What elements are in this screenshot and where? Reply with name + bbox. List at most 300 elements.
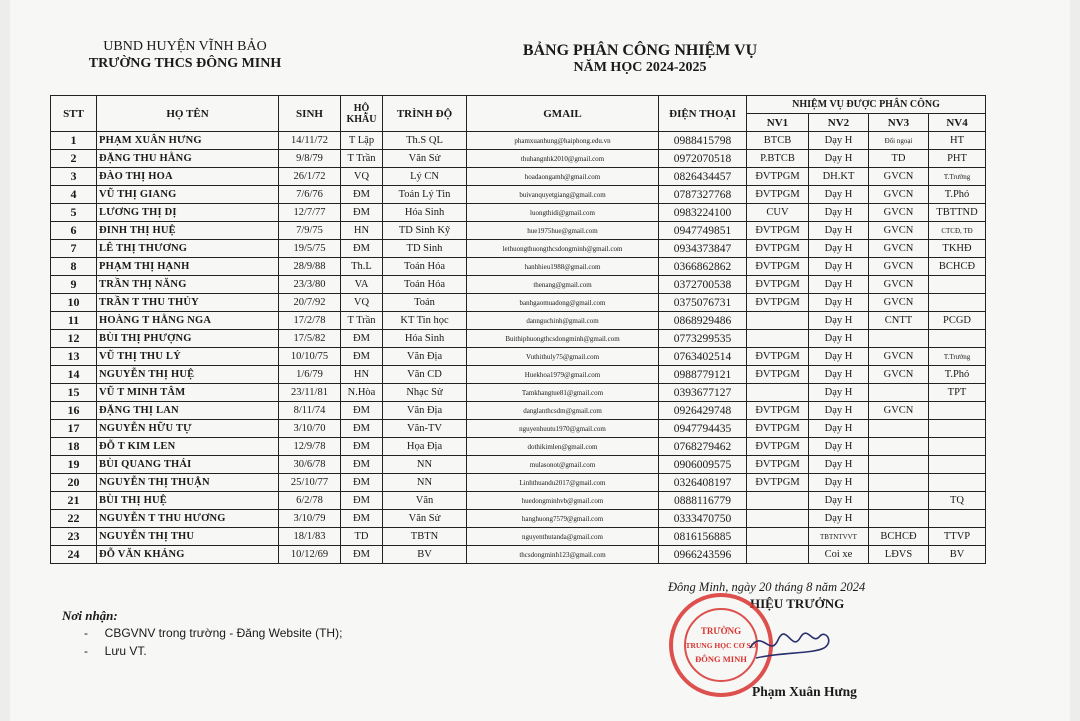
row-phone: 0988415798 [659, 132, 747, 150]
header-nv3: NV3 [869, 114, 929, 132]
row-degree: KT Tin học [383, 312, 467, 330]
row-nv1: ĐVTPGM [747, 438, 809, 456]
row-nv3: GVCN [869, 168, 929, 186]
row-email: banhgaomuadong@gmail.com [467, 294, 659, 312]
row-nv2: Dạy H [809, 330, 869, 348]
row-nv4 [929, 456, 986, 474]
table-row [51, 222, 986, 240]
row-email: Tamkhangtue81@gmail.com [467, 384, 659, 402]
signature [742, 618, 842, 668]
row-degree: NN [383, 474, 467, 492]
row-phone: 0934373847 [659, 240, 747, 258]
row-phone: 0787327768 [659, 186, 747, 204]
row-residence: ĐM [341, 330, 383, 348]
row-born: 28/9/88 [279, 258, 341, 276]
assignment-table-body [51, 132, 986, 564]
row-phone: 0393677127 [659, 384, 747, 402]
row-phone: 0768279462 [659, 438, 747, 456]
row-phone: 0366862862 [659, 258, 747, 276]
row-name: PHẠM THỊ HẠNH [97, 258, 279, 276]
row-born: 8/11/74 [279, 402, 341, 420]
signer-title: HIỆU TRƯỞNG [750, 596, 845, 611]
row-nv3: TD [869, 150, 929, 168]
row-nv4: T.Phó [929, 186, 986, 204]
header-nv4: NV4 [929, 114, 986, 132]
row-nv1: ĐVTPGM [747, 294, 809, 312]
row-phone: 0888116779 [659, 492, 747, 510]
row-phone: 0375076731 [659, 294, 747, 312]
table-row [51, 438, 986, 456]
row-name: TRẦN THỊ NĂNG [97, 276, 279, 294]
row-nv2: Dạy H [809, 420, 869, 438]
row-nv2: Dạy H [809, 402, 869, 420]
row-born: 9/8/79 [279, 150, 341, 168]
row-born: 30/6/78 [279, 456, 341, 474]
row-born: 3/10/79 [279, 510, 341, 528]
table-row [51, 240, 986, 258]
header-phone: ĐIỆN THOẠI [659, 96, 747, 132]
table-row [51, 528, 986, 546]
row-nv4: TQ [929, 492, 986, 510]
row-residence: VA [341, 276, 383, 294]
row-nv1 [747, 384, 809, 402]
assignment-table [50, 95, 986, 564]
row-nv1: ĐVTPGM [747, 168, 809, 186]
header-degree: TRÌNH ĐỘ [383, 96, 467, 132]
row-residence: ĐM [341, 438, 383, 456]
row-stt: 7 [51, 240, 97, 258]
row-nv1: BTCB [747, 132, 809, 150]
row-born: 10/10/75 [279, 348, 341, 366]
row-nv3 [869, 492, 929, 510]
row-degree: TD Sinh Kỹ [383, 222, 467, 240]
row-degree: Lý CN [383, 168, 467, 186]
row-nv4: CTCĐ, TĐ [929, 222, 986, 240]
row-nv2: Dạy H [809, 384, 869, 402]
row-email: thcsdongminh123@gmail.com [467, 546, 659, 564]
row-email: Buithiphuongthcsdongminh@gmail.com [467, 330, 659, 348]
table-row [51, 510, 986, 528]
row-degree: TBTN [383, 528, 467, 546]
row-nv4: TPT [929, 384, 986, 402]
row-phone: 0826434457 [659, 168, 747, 186]
row-email: hanhhieu1988@gmail.com [467, 258, 659, 276]
row-born: 6/2/78 [279, 492, 341, 510]
row-nv2: Dạy H [809, 276, 869, 294]
header-name: HỌ TÊN [97, 96, 279, 132]
row-phone: 0988779121 [659, 366, 747, 384]
table-row [51, 330, 986, 348]
row-nv3: LĐVS [869, 546, 929, 564]
row-email: danglanthcsdm@gmail.com [467, 402, 659, 420]
row-nv4 [929, 276, 986, 294]
row-phone: 0947794435 [659, 420, 747, 438]
row-nv4 [929, 402, 986, 420]
row-nv2: Dạy H [809, 348, 869, 366]
row-residence: T Trần [341, 150, 383, 168]
row-residence: TD [341, 528, 383, 546]
row-name: HOÀNG T HẰNG NGA [97, 312, 279, 330]
row-name: LƯƠNG THỊ DỊ [97, 204, 279, 222]
row-stt: 17 [51, 420, 97, 438]
row-email: hoadaongamh@gmail.com [467, 168, 659, 186]
table-row [51, 294, 986, 312]
header-duty-group: NHIỆM VỤ ĐƯỢC PHÂN CÔNG [747, 96, 986, 114]
row-name: BÙI THỊ PHƯỢNG [97, 330, 279, 348]
row-name: NGUYỄN T THU HƯƠNG [97, 510, 279, 528]
row-nv2: Dạy H [809, 438, 869, 456]
table-row [51, 150, 986, 168]
document-title: BẢNG PHÂN CÔNG NHIỆM VỤ [522, 42, 758, 59]
row-nv1: CUV [747, 204, 809, 222]
row-nv2: DH.KT [809, 168, 869, 186]
row-born: 12/9/78 [279, 438, 341, 456]
recipient-text: CBGVNV trong trường - Đăng Website (TH); [104, 626, 343, 640]
row-name: ĐÀO THỊ HOA [97, 168, 279, 186]
row-born: 17/2/78 [279, 312, 341, 330]
row-residence: N.Hòa [341, 384, 383, 402]
row-nv2: Dạy H [809, 474, 869, 492]
issue-date: Đông Minh, ngày 20 tháng 8 năm 2024 [668, 580, 866, 594]
row-nv3: GVCN [869, 294, 929, 312]
row-stt: 5 [51, 204, 97, 222]
row-nv3: GVCN [869, 222, 929, 240]
row-nv2: Dạy H [809, 492, 869, 510]
row-nv1: ĐVTPGM [747, 222, 809, 240]
row-nv2: Dạy H [809, 132, 869, 150]
row-residence: VQ [341, 168, 383, 186]
row-nv1: P.BTCB [747, 150, 809, 168]
row-name: ĐẶNG THỊ LAN [97, 402, 279, 420]
row-nv2: Dạy H [809, 294, 869, 312]
row-stt: 23 [51, 528, 97, 546]
row-email: luongthidi@gmail.com [467, 204, 659, 222]
row-phone: 0972070518 [659, 150, 747, 168]
row-email: Huekhoa1979@gmail.com [467, 366, 659, 384]
row-stt: 18 [51, 438, 97, 456]
row-phone: 0763402514 [659, 348, 747, 366]
row-email: mulasonot@gmail.com [467, 456, 659, 474]
row-email: dannguchinh@gmail.com [467, 312, 659, 330]
recipient-item: - Lưu VT. [84, 644, 147, 658]
row-nv4: BCHCĐ [929, 258, 986, 276]
row-stt: 22 [51, 510, 97, 528]
row-nv2: Dạy H [809, 204, 869, 222]
row-name: VŨ T MINH TÂM [97, 384, 279, 402]
row-nv2: Dạy H [809, 186, 869, 204]
row-name: NGUYỄN THỊ THUẬN [97, 474, 279, 492]
row-degree: Văn-TV [383, 420, 467, 438]
row-nv4: PHT [929, 150, 986, 168]
svg-text:ĐÔNG MINH: ĐÔNG MINH [695, 654, 747, 664]
row-name: ĐINH THỊ HUỆ [97, 222, 279, 240]
row-nv1: ĐVTPGM [747, 402, 809, 420]
table-row [51, 348, 986, 366]
row-nv1: ĐVTPGM [747, 366, 809, 384]
row-nv1 [747, 510, 809, 528]
agency-name: UBND HUYỆN VĨNH BẢO [103, 39, 267, 54]
row-nv3: GVCN [869, 186, 929, 204]
table-row [51, 168, 986, 186]
row-nv3: GVCN [869, 240, 929, 258]
row-email: thenang@gmail.com [467, 276, 659, 294]
table-row [51, 474, 986, 492]
row-nv3 [869, 474, 929, 492]
row-stt: 8 [51, 258, 97, 276]
row-stt: 20 [51, 474, 97, 492]
row-stt: 21 [51, 492, 97, 510]
row-stt: 12 [51, 330, 97, 348]
row-residence: T Trần [341, 312, 383, 330]
row-name: ĐỖ T KIM LEN [97, 438, 279, 456]
row-nv4: BV [929, 546, 986, 564]
row-name: NGUYỄN THỊ THU [97, 528, 279, 546]
row-born: 7/6/76 [279, 186, 341, 204]
row-email: hanghuong7579@gmail.com [467, 510, 659, 528]
row-nv3: GVCN [869, 348, 929, 366]
row-nv1 [747, 546, 809, 564]
row-residence: ĐM [341, 546, 383, 564]
row-email: hue1975hue@gmail.com [467, 222, 659, 240]
row-stt: 4 [51, 186, 97, 204]
row-degree: Họa Địa [383, 438, 467, 456]
row-nv2: TBTNTVVT [809, 528, 869, 546]
row-nv2: Dạy H [809, 150, 869, 168]
row-nv3: GVCN [869, 366, 929, 384]
row-phone: 0983224100 [659, 204, 747, 222]
row-nv2: Dạy H [809, 258, 869, 276]
row-degree: Văn Sử [383, 150, 467, 168]
row-phone: 0947749851 [659, 222, 747, 240]
row-residence: ĐM [341, 402, 383, 420]
table-row [51, 420, 986, 438]
table-row [51, 492, 986, 510]
row-nv1: ĐVTPGM [747, 348, 809, 366]
row-nv4: T.Phó [929, 366, 986, 384]
row-residence: HN [341, 366, 383, 384]
row-residence: ĐM [341, 348, 383, 366]
row-stt: 13 [51, 348, 97, 366]
table-row [51, 384, 986, 402]
row-nv4: PCGD [929, 312, 986, 330]
header-nv2: NV2 [809, 114, 869, 132]
row-residence: Th.L [341, 258, 383, 276]
row-name: LÊ THỊ THƯƠNG [97, 240, 279, 258]
row-degree: Hóa Sinh [383, 330, 467, 348]
row-born: 26/1/72 [279, 168, 341, 186]
row-nv4 [929, 474, 986, 492]
row-name: BÙI THỊ HUỆ [97, 492, 279, 510]
svg-text:TRƯỜNG: TRƯỜNG [700, 626, 742, 636]
row-phone: 0906009575 [659, 456, 747, 474]
row-nv4: TKHĐ [929, 240, 986, 258]
row-stt: 24 [51, 546, 97, 564]
row-nv3 [869, 510, 929, 528]
row-email: huedongminhvb@gmail.com [467, 492, 659, 510]
row-nv4: TBTTND [929, 204, 986, 222]
recipient-text: Lưu VT. [104, 644, 147, 658]
table-row [51, 456, 986, 474]
school-year: NĂM HỌC 2024-2025 [573, 60, 707, 75]
row-residence: ĐM [341, 420, 383, 438]
row-degree: Hóa Sinh [383, 204, 467, 222]
row-nv3 [869, 456, 929, 474]
row-nv3: Đối ngoại [869, 132, 929, 150]
row-phone: 0868929486 [659, 312, 747, 330]
row-email: nguyenhuutu1970@gmail.com [467, 420, 659, 438]
row-nv1 [747, 528, 809, 546]
row-phone: 0333470750 [659, 510, 747, 528]
row-residence: HN [341, 222, 383, 240]
row-nv4: T.Trường [929, 168, 986, 186]
svg-text:TRUNG HỌC CƠ SỞ: TRUNG HỌC CƠ SỞ [685, 641, 757, 650]
row-email: lethuongthuongthcsdongminh@gmail.com [467, 240, 659, 258]
row-born: 23/11/81 [279, 384, 341, 402]
table-row [51, 204, 986, 222]
header-residence: HỘ KHẨU [341, 96, 383, 132]
row-stt: 16 [51, 402, 97, 420]
row-nv4 [929, 294, 986, 312]
row-name: BÙI QUANG THÁI [97, 456, 279, 474]
row-email: thuhangnhk2010@gmail.com [467, 150, 659, 168]
row-name: VŨ THỊ GIANG [97, 186, 279, 204]
row-name: ĐẶNG THU HẰNG [97, 150, 279, 168]
row-degree: Văn [383, 492, 467, 510]
row-degree: Văn Địa [383, 348, 467, 366]
row-nv2: Dạy H [809, 222, 869, 240]
row-born: 18/1/83 [279, 528, 341, 546]
row-degree: Văn Sử [383, 510, 467, 528]
row-born: 12/7/77 [279, 204, 341, 222]
header-born: SINH [279, 96, 341, 132]
row-residence: ĐM [341, 456, 383, 474]
row-nv4: TTVP [929, 528, 986, 546]
row-residence: ĐM [341, 474, 383, 492]
table-row [51, 312, 986, 330]
row-stt: 2 [51, 150, 97, 168]
row-born: 7/9/75 [279, 222, 341, 240]
row-nv2: Dạy H [809, 456, 869, 474]
row-name: PHẠM XUÂN HƯNG [97, 132, 279, 150]
row-nv1: ĐVTPGM [747, 420, 809, 438]
row-nv2: Coi xe [809, 546, 869, 564]
row-degree: Toán [383, 294, 467, 312]
row-nv1 [747, 312, 809, 330]
row-nv4 [929, 330, 986, 348]
row-nv3 [869, 330, 929, 348]
row-phone: 0326408197 [659, 474, 747, 492]
row-nv4: HT [929, 132, 986, 150]
row-residence: VQ [341, 294, 383, 312]
row-nv3 [869, 384, 929, 402]
row-residence: ĐM [341, 240, 383, 258]
table-row [51, 402, 986, 420]
row-degree: Toán Lý Tin [383, 186, 467, 204]
row-born: 20/7/92 [279, 294, 341, 312]
row-degree: NN [383, 456, 467, 474]
table-row [51, 258, 986, 276]
row-born: 17/5/82 [279, 330, 341, 348]
row-name: ĐỖ VĂN KHẢNG [97, 546, 279, 564]
row-nv2: Dạy H [809, 366, 869, 384]
header-nv1: NV1 [747, 114, 809, 132]
row-nv4 [929, 510, 986, 528]
row-stt: 15 [51, 384, 97, 402]
row-degree: Văn CD [383, 366, 467, 384]
row-degree: BV [383, 546, 467, 564]
header-stt: STT [51, 96, 97, 132]
row-nv3 [869, 438, 929, 456]
row-nv4: T.Trưởng [929, 348, 986, 366]
row-nv1: ĐVTPGM [747, 276, 809, 294]
row-stt: 1 [51, 132, 97, 150]
row-nv1 [747, 492, 809, 510]
row-nv4 [929, 438, 986, 456]
row-nv1: ĐVTPGM [747, 474, 809, 492]
row-born: 3/10/70 [279, 420, 341, 438]
row-name: NGUYỄN HỮU TỰ [97, 420, 279, 438]
row-stt: 19 [51, 456, 97, 474]
row-email: dothikimlen@gmail.com [467, 438, 659, 456]
table-row [51, 546, 986, 564]
row-degree: Văn Địa [383, 402, 467, 420]
row-nv3: CNTT [869, 312, 929, 330]
row-nv3: GVCN [869, 276, 929, 294]
row-nv3: GVCN [869, 402, 929, 420]
row-nv1: ĐVTPGM [747, 258, 809, 276]
school-name: TRƯỜNG THCS ĐÔNG MINH [88, 56, 282, 71]
row-nv2: Dạy H [809, 312, 869, 330]
row-email: Linhthuandu2017@gmail.com [467, 474, 659, 492]
issuer-block [70, 38, 300, 72]
row-stt: 14 [51, 366, 97, 384]
row-degree: Nhạc Sử [383, 384, 467, 402]
row-born: 10/12/69 [279, 546, 341, 564]
row-name: VŨ THỊ THU LÝ [97, 348, 279, 366]
row-born: 14/11/72 [279, 132, 341, 150]
row-nv3: BCHCĐ [869, 528, 929, 546]
row-phone: 0372700538 [659, 276, 747, 294]
row-phone: 0966243596 [659, 546, 747, 564]
signer-name: Phạm Xuân Hưng [752, 684, 857, 699]
row-degree: TD Sinh [383, 240, 467, 258]
document-title-block [470, 42, 810, 76]
row-stt: 11 [51, 312, 97, 330]
row-name: TRẦN T THU THỦY [97, 294, 279, 312]
row-stt: 6 [51, 222, 97, 240]
row-email: phamxuanhung@haiphong.edu.vn [467, 132, 659, 150]
row-nv1: ĐVTPGM [747, 456, 809, 474]
row-degree: Th.S QL [383, 132, 467, 150]
recipient-item: - CBGVNV trong trường - Đăng Website (TH); [84, 626, 343, 640]
row-nv1 [747, 330, 809, 348]
row-phone: 0926429748 [659, 402, 747, 420]
row-residence: ĐM [341, 186, 383, 204]
row-nv3: GVCN [869, 258, 929, 276]
row-born: 1/6/79 [279, 366, 341, 384]
recipients-heading: Nơi nhận: [62, 608, 118, 623]
row-degree: Toán Hóa [383, 258, 467, 276]
row-born: 19/5/75 [279, 240, 341, 258]
row-born: 23/3/80 [279, 276, 341, 294]
row-residence: T Lập [341, 132, 383, 150]
row-phone: 0816156885 [659, 528, 747, 546]
table-row [51, 276, 986, 294]
row-residence: ĐM [341, 510, 383, 528]
header-email: GMAIL [467, 96, 659, 132]
row-email: nguyenthutanda@gmail.com [467, 528, 659, 546]
row-residence: ĐM [341, 204, 383, 222]
